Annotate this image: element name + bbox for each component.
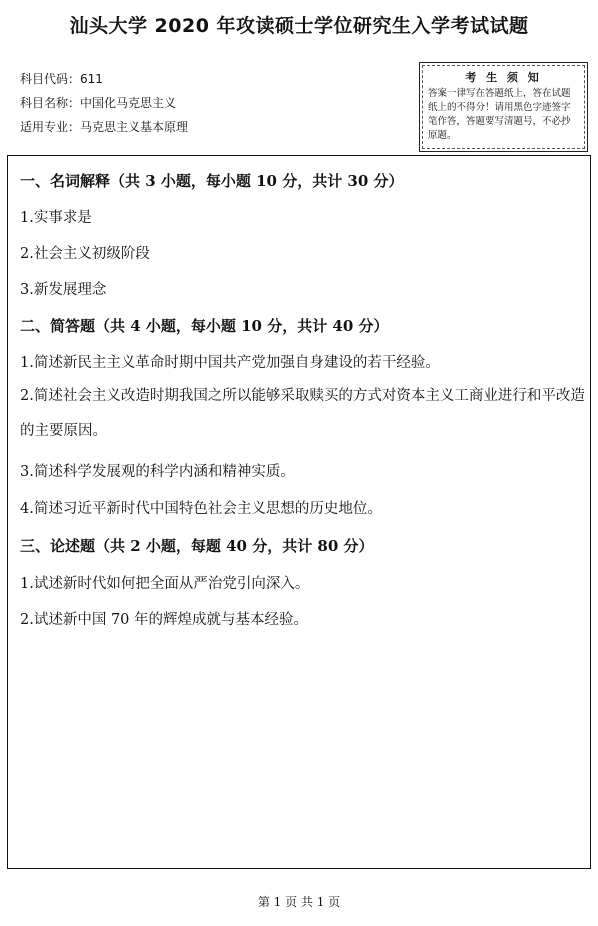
question-item: 1.简述新民主主义革命时期中国共产党加强自身建设的若干经验。 (20, 355, 440, 371)
subject-code (20, 70, 103, 87)
notice-body: 答案一律写在答题纸上，答在试题纸上的不得分！请用黑色字迹签字笔作答，答题要写清题号，不必抄原题。 (428, 88, 571, 141)
subject-code-label: 科目代码： (20, 72, 81, 86)
question-item: 3.简述科学发展观的科学内涵和精神实质。 (20, 464, 295, 480)
major-label: 适用专业： (20, 120, 81, 134)
subject-name (20, 94, 176, 111)
question-item: 3.新发展理念 (20, 282, 107, 298)
question-item: 2.社会主义初级阶段 (20, 246, 150, 262)
section-heading: 一、名词解释（共 3 小题，每小题 10 分，共计 30 分） (20, 172, 404, 190)
section-heading: 二、简答题（共 4 小题，每小题 10 分，共计 40 分） (20, 317, 389, 335)
candidate-notice-box (419, 62, 588, 152)
question-item: 2.试述新中国 70 年的辉煌成就与基本经验。 (20, 612, 309, 628)
notice-title: 考 生 须 知 (465, 71, 542, 84)
question-item: 4.简述习近平新时代中国特色社会主义思想的历史地位。 (20, 501, 382, 517)
question-item: 1.实事求是 (20, 210, 92, 226)
page-footer: 第 1 页 共 1 页 (257, 895, 341, 909)
exam-title: 汕头大学 2020 年攻读硕士学位研究生入学考试试题 (69, 15, 529, 37)
section-heading: 三、论述题（共 2 小题，每题 40 分，共计 80 分） (20, 537, 374, 555)
subject-name-label: 科目名称： (20, 96, 81, 110)
question-item: 2.简述社会主义改造时期我国之所以能够采取赎买的方式对资本主义工商业进行和平改造的主要原因。 (20, 388, 585, 439)
question-item: 1.试述新时代如何把全面从严治党引向深入。 (20, 576, 310, 592)
subject-name-value: 中国化马克思主义 (80, 96, 177, 110)
subject-code-value: 611 (80, 72, 103, 86)
major-value: 马克思主义基本原理 (80, 120, 189, 134)
applicable-major (20, 118, 188, 135)
